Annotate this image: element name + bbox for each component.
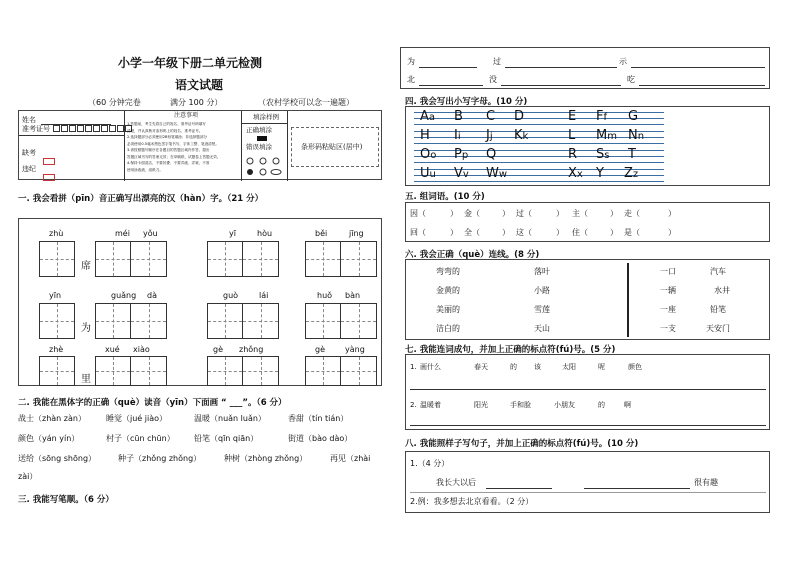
pinyin: xiào	[133, 345, 150, 354]
word-card[interactable]: 啊	[624, 401, 631, 409]
letter-p: Pp	[454, 147, 469, 162]
char-cell[interactable]	[243, 356, 279, 386]
stroke-order-box	[400, 47, 770, 89]
answer-line[interactable]	[410, 389, 766, 390]
match-item[interactable]: 小路	[534, 286, 550, 295]
char-cell[interactable]	[305, 356, 341, 386]
pinyin: bàn	[345, 291, 361, 300]
match-item[interactable]: 铅笔	[710, 305, 726, 314]
q8-part: 1.（4 分）	[410, 459, 450, 468]
letter-k: Kk	[514, 128, 529, 143]
q5-title: 五. 组词语。(10 分)	[405, 192, 485, 202]
char-cell[interactable]	[131, 303, 167, 339]
letter-a: Aa	[420, 109, 436, 124]
char-cell[interactable]	[243, 303, 279, 339]
exam-no-boxes[interactable]	[53, 125, 133, 132]
word-card[interactable]: 小朋友	[554, 401, 575, 409]
match-item[interactable]: 落叶	[534, 267, 550, 276]
char-cell[interactable]	[243, 241, 279, 277]
char-cell[interactable]	[305, 241, 341, 277]
answer-line[interactable]	[410, 425, 766, 426]
sentence-prompt: 很有趣	[694, 478, 718, 487]
exam-time: （60 分钟完卷	[88, 98, 141, 107]
pinyin: gè	[315, 345, 325, 354]
char-cell[interactable]	[341, 356, 377, 386]
match-item[interactable]: 一口	[660, 267, 676, 276]
match-item[interactable]: 一支	[660, 324, 676, 333]
pinyin: méi	[115, 229, 130, 238]
violation-box[interactable]	[43, 166, 55, 185]
match-item[interactable]: 弯弯的	[436, 267, 460, 276]
match-item[interactable]: 金黄的	[436, 286, 460, 295]
match-item[interactable]: 汽车	[710, 267, 726, 276]
letter-o: Oo	[420, 147, 437, 162]
q1-box	[18, 218, 382, 386]
letter-v: Vv	[454, 166, 469, 181]
word-item[interactable]: 全（	[464, 228, 480, 237]
word-card[interactable]: 手和脸	[510, 401, 531, 409]
pinyin: zhǒng	[239, 345, 264, 354]
word-card[interactable]: 画什么	[420, 363, 441, 371]
pinyin: zhù	[49, 229, 64, 238]
sentence-prompt: 我长大以后	[436, 478, 476, 487]
absent-label: 缺考	[22, 149, 36, 157]
char-cell[interactable]	[131, 241, 167, 277]
pinyin: yàng	[345, 345, 365, 354]
q2-item[interactable]: 种树（zhòng zhǒng）	[224, 454, 308, 463]
q8-title: 八. 我能照样子写句子，并加上正确的标点符(fú)号。(10 分)	[405, 439, 639, 449]
letter-i: Ii	[454, 128, 461, 143]
q3-title: 三. 我能写笔顺。（6 分）	[18, 495, 114, 505]
pinyin: jīng	[349, 229, 364, 238]
pinyin: gè	[213, 345, 223, 354]
q2-item[interactable]: 睡觉（jué jiào）	[106, 414, 167, 423]
word-card[interactable]: 的	[598, 401, 605, 409]
word-item[interactable]: 回（	[410, 228, 426, 237]
four-line-grid[interactable]	[414, 109, 664, 127]
match-item[interactable]: 洁白的	[436, 324, 460, 333]
notice-title: 注意事项	[174, 112, 199, 119]
letter-q: Q	[486, 147, 497, 162]
letter-s: Ss	[596, 147, 610, 162]
correct-fill-label: 正确填涂	[246, 126, 272, 134]
letter-d: D	[514, 109, 525, 124]
pinyin: yīn	[49, 291, 62, 300]
given-char: 为	[81, 323, 91, 334]
match-item[interactable]: 一辆	[660, 286, 676, 295]
q6-box	[405, 259, 770, 340]
page-title: 小学一年级下册二单元检测	[118, 56, 263, 70]
letter-j: Jj	[486, 128, 493, 143]
char-cell[interactable]	[341, 303, 377, 339]
word-item[interactable]: 主（	[572, 209, 588, 218]
char-cell[interactable]	[39, 241, 75, 277]
answer-line[interactable]	[584, 488, 690, 489]
char-cell[interactable]	[341, 241, 377, 277]
word-card[interactable]: 该	[534, 363, 541, 371]
letter-u: Uu	[420, 166, 436, 181]
char-label: 为	[407, 57, 415, 66]
word-card[interactable]: 太阳	[562, 363, 576, 371]
letter-b: B	[454, 109, 463, 124]
q2-item[interactable]: 街道（bào dào）	[288, 434, 353, 443]
letter-e: E	[568, 109, 577, 124]
given-char: 席	[81, 261, 91, 272]
word-card[interactable]: 温暖着	[420, 401, 441, 409]
letter-l: L	[568, 128, 576, 143]
q2-item[interactable]: 再见（zhài	[330, 454, 371, 463]
word-card[interactable]: 春天	[474, 363, 488, 371]
q4-box	[405, 106, 770, 186]
q6-title: 六. 我会正确（què）连线。(8 分)	[405, 250, 540, 260]
pinyin: lái	[259, 291, 269, 300]
pinyin: zhè	[49, 345, 64, 354]
match-item[interactable]: 天安门	[706, 324, 730, 333]
notice-text: 1.答题前，考生先将自己的姓名、准考证号码填写 清楚，并认真核对条形码上的姓名、准考证号。 2.选择题部分必须使用2B铅笔填涂；非选择题部分 必须使用0.5毫米黑色签字笔书写，字体工整、笔迹清楚。 3.请按照题号顺序在各题目的答题区域内作答，超出 答题区域书写的答案无效；在草稿纸、试题卷上答题无效。 4.保持卡面清洁，不要折叠、不要弄破、弄皱，不准 使用涂改液、刮纸刀。	[127, 122, 221, 172]
four-line-grid[interactable]	[414, 147, 664, 165]
q2-title: 二. 我能在黑体字的正确（què）读音（yīn）下面画 “ ___”。（6 分）	[18, 398, 287, 408]
q4-title: 四. 我会写出小写字母。(10 分)	[405, 97, 528, 107]
char-cell[interactable]	[39, 303, 75, 339]
divider	[627, 263, 629, 337]
q7-title: 七. 我能连词成句，并加上正确的标点符(fú)号。(5 分)	[405, 345, 616, 355]
match-item[interactable]: 天山	[534, 324, 550, 333]
q2-item[interactable]: 村子（cūn chūn）	[106, 434, 175, 443]
char-cell[interactable]	[207, 356, 243, 386]
q7-box: 1. 画什么 春天 的 该 太阳 呢 颜色 2. 温暖着 阳光 手和脸 小朋友 的 啊	[405, 354, 770, 430]
wrong-marks-icon	[245, 156, 285, 178]
match-item[interactable]: 雪莲	[534, 305, 550, 314]
letter-h: H	[420, 128, 430, 143]
info-box	[18, 110, 382, 180]
pinyin: yǒu	[143, 229, 158, 238]
char-cell[interactable]	[39, 356, 75, 386]
letter-c: C	[486, 109, 496, 124]
word-item[interactable]: 因（	[410, 209, 426, 218]
pinyin: hòu	[257, 229, 273, 238]
match-item[interactable]: 水井	[714, 286, 730, 295]
answer-line[interactable]	[486, 488, 552, 489]
word-item[interactable]: 走（	[624, 209, 640, 218]
pinyin: huǒ	[317, 291, 333, 300]
word-card[interactable]: 颜色	[628, 363, 642, 371]
match-item[interactable]: 一座	[660, 305, 676, 314]
given-char: 里	[81, 374, 91, 385]
q2-item[interactable]: 铅笔（qīn qiān）	[194, 434, 259, 443]
char-cell[interactable]	[305, 303, 341, 339]
name-label: 姓名	[22, 116, 36, 124]
word-item[interactable]: 金（	[464, 209, 480, 218]
q2-item[interactable]: 香甜（tín tián）	[288, 414, 349, 423]
exam-score: 满分 100 分）	[170, 98, 223, 107]
q8-example: 2.例：我多想去北京看看。（2 分）	[410, 497, 534, 506]
pinyin: yī	[229, 229, 236, 238]
letter-g: G	[628, 109, 639, 124]
page-subtitle: 语文试题	[175, 78, 224, 92]
barcode-area: 条形码粘贴区(居中)	[301, 143, 363, 151]
q8-box	[405, 451, 770, 513]
pinyin: běi	[315, 229, 328, 238]
letter-r: R	[568, 147, 578, 162]
char-cell[interactable]	[95, 241, 131, 277]
q1-title: 一. 我会看拼（pīn）音正确写出漂亮的汉（hàn）字。（21 分）	[18, 194, 264, 204]
char-label: 北	[407, 75, 415, 84]
word-item[interactable]: 是（	[624, 228, 640, 237]
letter-w: Ww	[486, 166, 508, 181]
letter-t: T	[628, 147, 636, 162]
exam-note: （农村学校可以念一遍题）	[258, 98, 354, 107]
wrong-fill-label: 错误填涂	[246, 143, 272, 151]
word-item[interactable]: 住（	[572, 228, 588, 237]
letter-y: Y	[596, 166, 604, 181]
char-label: 示	[619, 57, 627, 66]
char-label: 吃	[627, 75, 635, 84]
fill-example-label: 填涂样例	[253, 113, 279, 121]
char-label: 没	[489, 75, 497, 84]
char-cell[interactable]	[207, 241, 243, 277]
word-item[interactable]: 过（	[516, 209, 532, 218]
char-label: 过	[493, 57, 501, 66]
char-cell[interactable]	[95, 303, 131, 339]
exam-no-label: 准考证号	[22, 125, 50, 133]
pinyin: guǎng	[111, 291, 137, 300]
pinyin: dà	[147, 291, 157, 300]
word-card[interactable]: 阳光	[474, 401, 488, 409]
letter-m: Mm	[596, 128, 617, 143]
letter-x: Xx	[568, 166, 583, 181]
q2-item[interactable]: 颜色（yán yín）	[18, 434, 80, 443]
char-cell[interactable]	[95, 356, 131, 386]
q2-item[interactable]: 战士（zhàn zàn）	[18, 414, 86, 423]
letter-z: Zz	[624, 166, 639, 181]
word-card[interactable]: 的	[510, 363, 517, 371]
letter-n: Nn	[628, 128, 645, 143]
pinyin: xué	[105, 345, 120, 354]
q2-item[interactable]: 送给（sōng shōng）	[18, 454, 97, 463]
letter-f: Ff	[596, 109, 608, 124]
q2-item[interactable]: zài）	[18, 472, 38, 481]
pinyin: guò	[223, 291, 239, 300]
word-card[interactable]: 呢	[598, 363, 605, 371]
word-item[interactable]: 这（	[516, 228, 532, 237]
match-item[interactable]: 美丽的	[436, 305, 460, 314]
violation-label: 违纪	[22, 165, 36, 173]
filled-mark-icon	[257, 136, 267, 141]
q2-item[interactable]: 温暖（nuǎn luǎn）	[194, 414, 266, 423]
char-cell[interactable]	[131, 356, 167, 386]
q2-item[interactable]: 种子（zhǒng zhǒng）	[118, 454, 202, 463]
q5-box: 因（ ） 金（ ） 过（ ） 主（ ） 走（ ） 回（ ） 全（ ） 这（ ） 住（ ） 是（ ）	[405, 202, 770, 242]
char-cell[interactable]	[207, 303, 243, 339]
four-line-grid[interactable]	[414, 128, 664, 146]
